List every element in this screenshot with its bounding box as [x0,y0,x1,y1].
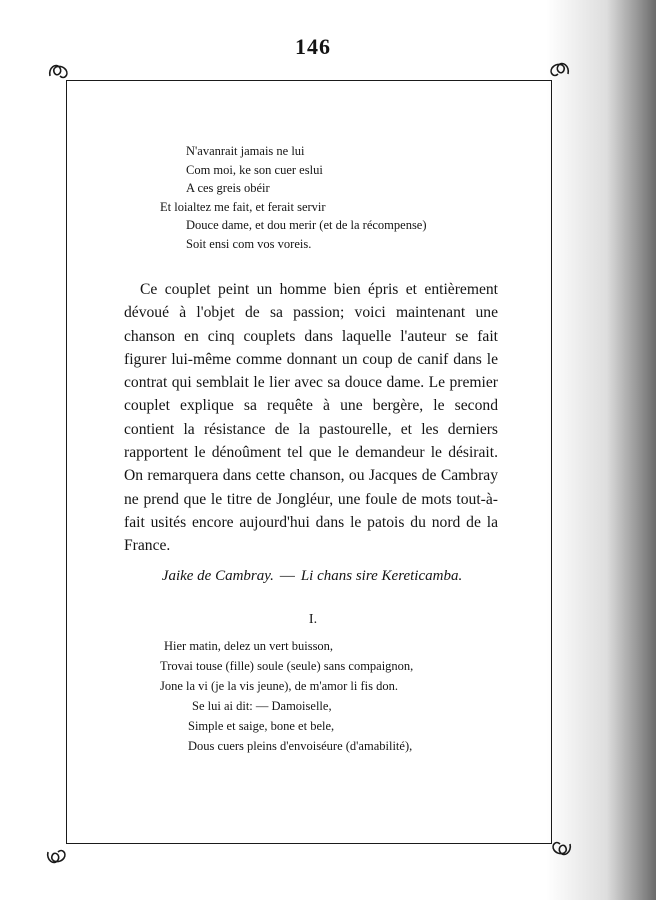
verse-line: Com moi, ke son cuer eslui [186,162,323,177]
verse-line: Se lui ai dit: — Damoiselle, [192,699,332,713]
verse-line: Douce dame, et dou merir (et de la récompense) [186,218,427,233]
section-number: I. [308,612,318,627]
verse-line: Simple et saige, bone et bele, [188,719,335,733]
corner-ornament-icon [44,846,70,868]
heading-separator: — [279,568,295,584]
verse-line: Dous cuers pleins d'envoiséure (d'amabilité), [188,739,413,753]
song-heading [120,568,504,585]
song-author: Jaike de Cambray. [161,568,274,584]
verse-line: Jone la vi (je la vis jeune), de m'amor li fis don. [160,679,398,693]
prose-paragraph: Ce couplet peint un homme bien épris et entièrement dévoué à l'objet de sa passion; voici maintenant une chanson en cinq couplets dans laquelle l'auteur se fait figurer lui-même comme donnant un coup de canif dans le contrat qui semblait le lier avec sa douce dame. Le premier couplet explique sa requête à une bergère, le second contient la résistance de la pastourelle, et les derniers rapportent le dénoûment tel que le demandeur le désirait. On remarquera dans cette chanson, ou Jacques de Cambray ne prend que le titre de Jongléur, une foule de mots tout-à-fait usités encore aujourd'hui dans le patois du nord de la France. [124,281,498,555]
corner-ornament-icon [548,838,574,860]
verse-line: Et loialtez me fait, et ferait servir [160,199,326,214]
corner-ornament-icon [46,60,72,82]
verse-line: Trovai touse (fille) soule (seule) sans compaignon, [160,659,414,673]
verse-top [148,142,427,254]
page-edge-shadow [546,0,656,900]
page-number: 146 [295,34,331,59]
verse-line: Hier matin, delez un vert buisson, [164,639,334,653]
verse-line: Soit ensi com vos voreis. [186,236,312,251]
verse-bottom [160,636,413,756]
song-title: Li chans sire Kereticamba. [300,568,463,584]
verse-line: A ces greis obéir [186,181,270,196]
corner-ornament-icon [546,58,572,80]
verse-line: N'avanrait jamais ne lui [186,144,305,158]
